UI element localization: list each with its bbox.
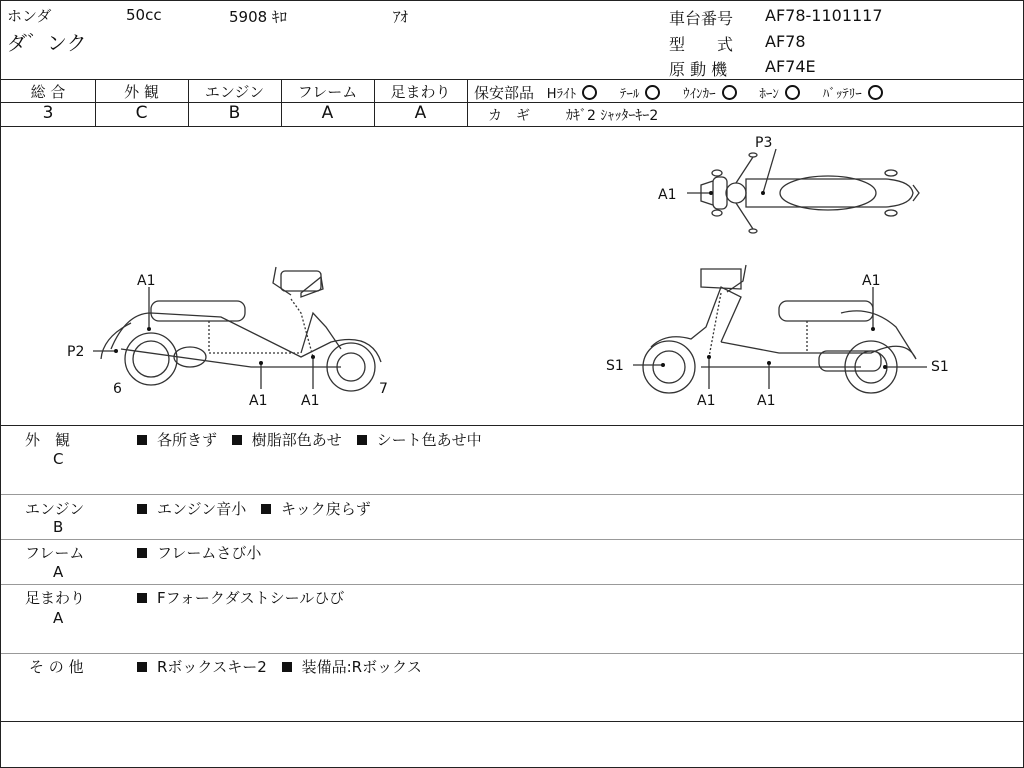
engine-value: AF74E bbox=[765, 57, 816, 76]
note-exterior-items: 各所きず 樹脂部色あせ シート色あせ中 bbox=[137, 429, 492, 450]
note-engine-title: エンジン bbox=[25, 500, 85, 518]
circle-ok-icon bbox=[722, 85, 737, 100]
bullet-icon bbox=[261, 504, 271, 514]
note-suspension-grade: A bbox=[53, 609, 64, 627]
label-6: 6 bbox=[113, 381, 122, 397]
damage-diagram bbox=[1, 127, 1023, 425]
circle-ok-icon bbox=[645, 85, 660, 100]
safety-parts bbox=[474, 82, 883, 103]
bullet-icon bbox=[137, 435, 147, 445]
grade-total-label: 総 合 bbox=[30, 83, 66, 101]
bullet-icon bbox=[232, 435, 242, 445]
note-other-items: Rボックスキー2 装備品:Rボックス bbox=[137, 656, 432, 677]
label-s1-rear: S1 bbox=[931, 359, 949, 375]
label-right-a1-seat: A1 bbox=[862, 273, 881, 289]
note-frame-items: フレームさび小 bbox=[137, 542, 271, 563]
safety-battery: ﾊﾞｯﾃﾘｰ bbox=[823, 87, 883, 102]
mileage bbox=[229, 6, 287, 27]
note-suspension-title: 足まわり bbox=[25, 589, 86, 607]
bullet-icon bbox=[137, 548, 147, 558]
bullet-icon bbox=[282, 662, 292, 672]
note-engine-items: エンジン音小 キック戻らず bbox=[137, 498, 381, 519]
displacement: 50cc bbox=[126, 6, 162, 24]
label-p2: P2 bbox=[67, 344, 85, 360]
label-p3: P3 bbox=[755, 135, 773, 151]
maker: ホンダ bbox=[7, 7, 52, 25]
label-left-a1-seat: A1 bbox=[137, 273, 156, 289]
label-s1-front: S1 bbox=[606, 358, 624, 374]
label-7: 7 bbox=[379, 381, 388, 397]
note-engine-grade: B bbox=[53, 518, 64, 536]
label-left-a1-front: A1 bbox=[301, 393, 320, 409]
safety-headlight: Hﾗｲﾄ bbox=[547, 87, 597, 102]
bullet-icon bbox=[137, 593, 147, 603]
label-left-a1-floor: A1 bbox=[249, 393, 268, 409]
grade-exterior-label: 外 観 bbox=[124, 83, 159, 101]
note-frame-title: フレーム bbox=[25, 544, 85, 562]
color: ｱｵ bbox=[393, 8, 409, 26]
label-top-a1: A1 bbox=[658, 187, 677, 203]
note-frame-grade: A bbox=[53, 563, 64, 581]
type-label: 型 式 bbox=[669, 35, 734, 54]
circle-ok-icon bbox=[868, 85, 883, 100]
grade-frame-value: A bbox=[321, 103, 334, 123]
grade-engine-label: エンジン bbox=[204, 83, 265, 101]
bullet-icon bbox=[137, 504, 147, 514]
safety-tail: ﾃｰﾙ bbox=[620, 87, 661, 102]
mileage-unit: ｷﾛ bbox=[271, 8, 287, 26]
safety-label: 保安部品 bbox=[474, 84, 535, 102]
grade-engine-value: B bbox=[228, 103, 241, 123]
label-right-a1-floor: A1 bbox=[757, 393, 776, 409]
safety-horn: ﾎｰﾝ bbox=[759, 87, 800, 102]
key-value: ｶｷﾞ2 ｼｬｯﾀｰｷｰ2 bbox=[566, 108, 659, 124]
grade-suspension-value: A bbox=[414, 103, 427, 123]
model-name: ダ゛ンク bbox=[7, 31, 87, 55]
circle-ok-icon bbox=[582, 85, 597, 100]
frame-no: AF78-1101117 bbox=[765, 6, 883, 25]
scooter-top-view bbox=[701, 153, 919, 233]
circle-ok-icon bbox=[785, 85, 800, 100]
note-suspension-items: Fフォークダストシールひび bbox=[137, 587, 354, 608]
label-right-a1-front: A1 bbox=[697, 393, 716, 409]
type-value: AF78 bbox=[765, 32, 806, 51]
grade-exterior-value: C bbox=[135, 103, 148, 123]
mileage-value: 5908 bbox=[229, 8, 268, 26]
engine-label: 原 動 機 bbox=[669, 60, 728, 79]
grade-total-value: 3 bbox=[42, 103, 54, 123]
note-exterior-grade: C bbox=[53, 450, 64, 468]
grade-frame-label: フレーム bbox=[297, 83, 358, 101]
frame-no-label: 車台番号 bbox=[669, 9, 734, 28]
safety-winker: ｳｲﾝｶｰ bbox=[683, 87, 737, 102]
bullet-icon bbox=[357, 435, 367, 445]
bullet-icon bbox=[137, 662, 147, 672]
note-exterior-title: 外 観 bbox=[25, 431, 71, 449]
grade-suspension-label: 足まわり bbox=[390, 83, 451, 101]
key-label: カ ギ bbox=[488, 108, 530, 124]
note-other-title: そ の 他 bbox=[29, 658, 84, 676]
